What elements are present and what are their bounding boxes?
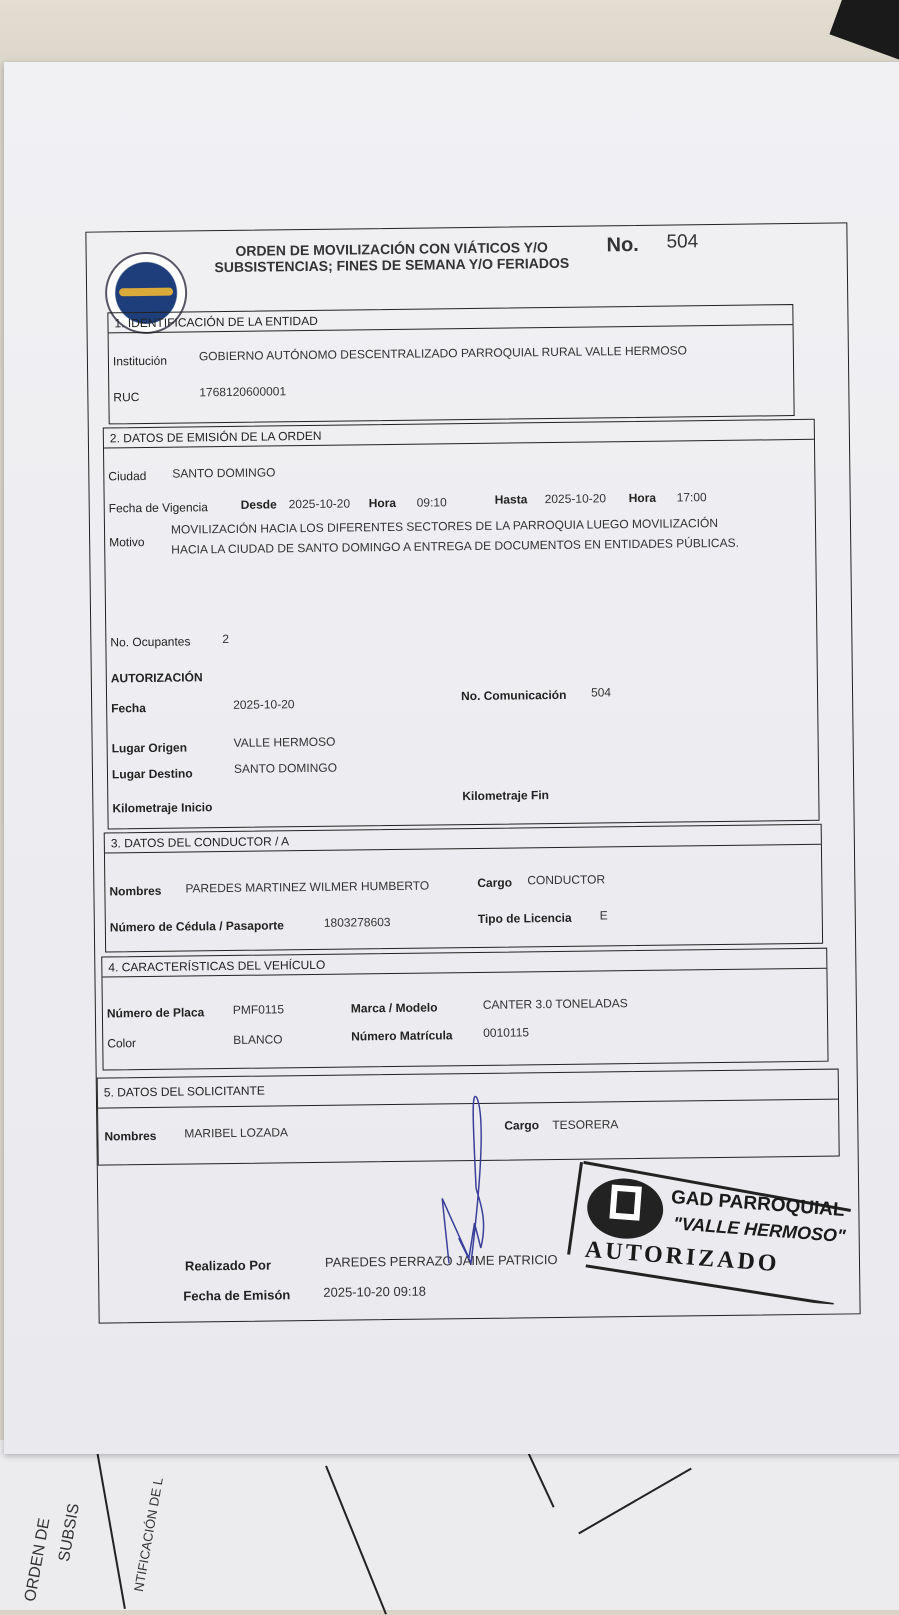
matricula-value: 0010115 [483,1025,530,1040]
km-fin-label: Kilometraje Fin [462,788,550,804]
km-inicio-label: Kilometraje Inicio [112,800,213,816]
ocupantes-value: 2 [222,631,230,647]
authorization-stamp [564,1160,858,1306]
origen-value: VALLE HERMOSO [233,734,336,750]
mobilization-order-form [85,222,860,1323]
matricula-label: Número Matrícula [351,1028,453,1044]
handwritten-signature [427,1088,509,1279]
ruc-label: RUC [113,390,140,405]
fecha-value: 2025-10-20 [233,697,295,712]
cargo-label: Cargo [504,1118,540,1133]
under-text: NTIFICACIÓN DE L [130,1476,166,1593]
hora-label: Hora [368,495,397,511]
emision-value: 2025-10-20 09:18 [323,1283,427,1300]
stamp-text: "VALLE HERMOSO" [672,1213,847,1247]
cargo-value: CONDUCTOR [527,872,606,888]
hora-hasta-value: 17:00 [676,490,707,505]
ruc-value: 1768120600001 [199,384,287,400]
vigencia-label: Fecha de Vigencia [108,500,209,516]
motivo-label: Motivo [109,534,145,550]
marca-label: Marca / Modelo [350,1000,438,1016]
cedula-value: 1803278603 [323,915,391,930]
cargo-label: Cargo [477,875,513,890]
ciudad-label: Ciudad [108,468,147,484]
hasta-label: Hasta [494,492,528,507]
desde-value: 2025-10-20 [288,496,351,512]
stamp-text: AUTORIZADO [584,1236,781,1278]
section-title: 1. IDENTIFICACIÓN DE LA ENTIDAD [108,305,792,333]
color-label: Color [107,1036,137,1051]
institucion-label: Institución [112,353,168,369]
cedula-label: Número de Cédula / Pasaporte [109,918,284,935]
autorizacion-label: AUTORIZACIÓN [110,670,203,686]
placa-value: PMF0115 [232,1002,285,1017]
section-title: 4. CARACTERÍSTICAS DEL VEHÍCULO [102,949,826,978]
underlying-page [0,1440,899,1610]
order-number: 504 [666,231,699,253]
marca-value: CANTER 3.0 TONELADAS [482,996,628,1012]
document-page [4,62,899,1454]
comunicacion-value: 504 [590,685,612,700]
cargo-value: TESORERA [552,1117,619,1133]
fecha-label: Fecha [111,700,146,716]
nombres-value: MARIBEL LOZADA [184,1125,289,1141]
origen-label: Lugar Origen [111,740,188,756]
section-driver [104,824,823,953]
section-title: 5. DATOS DEL SOLICITANTE [98,1070,838,1109]
section-title: 2. DATOS DE EMISIÓN DE LA ORDEN [104,420,814,449]
nombres-label: Nombres [109,883,162,899]
ocupantes-label: No. Ocupantes [110,634,191,650]
section-vehicle [101,948,828,1071]
desde-label: Desde [240,497,277,512]
destino-label: Lugar Destino [111,766,193,782]
realizado-label: Realizado Por [184,1257,272,1274]
institucion-value: GOBIERNO AUTÓNOMO DESCENTRALIZADO PARROQUIAL RURAL VALLE HERMOSO [198,343,688,364]
hora-desde-value: 09:10 [416,495,447,510]
under-text: SUBSIS [56,1502,83,1563]
color-value: BLANCO [233,1032,283,1047]
placa-label: Número de Placa [106,1005,205,1021]
motivo-line: HACIA LA CIUDAD DE SANTO DOMINGO A ENTREGA DE DOCUMENTOS EN ENTIDADES PÚBLICAS. [171,535,739,557]
section-entity [107,304,794,424]
nombres-value: PAREDES MARTINEZ WILMER HUMBERTO [185,878,430,896]
order-number-label: No. [606,233,639,257]
ciudad-value: SANTO DOMINGO [172,465,276,481]
section-title: 3. DATOS DEL CONDUCTOR / A [105,825,821,854]
motivo-line: MOVILIZACIÓN HACIA LOS DIFERENTES SECTORES DE LA PARROQUIA LUEGO MOVILIZACIÓN [170,515,719,537]
licencia-label: Tipo de Licencia [477,910,572,926]
form-title: ORDEN DE MOVILIZACIÓN CON VIÁTICOS Y/O SUBSISTENCIAS; FINES DE SEMANA Y/O FERIADOS [214,239,570,276]
hora-label: Hora [628,490,657,506]
destino-value: SANTO DOMINGO [233,760,338,776]
section-order [103,419,820,830]
licencia-value: E [599,908,608,923]
under-text: ORDEN DE [22,1516,54,1603]
emision-label: Fecha de Emisón [183,1287,291,1304]
nombres-label: Nombres [104,1128,157,1144]
stamp-text: GAD PARROQUIAL [670,1187,846,1222]
realizado-value: PAREDES PERRAZO JAIME PATRICIO [324,1252,558,1270]
comunicacion-label: No. Comunicación [460,687,567,704]
hasta-value: 2025-10-20 [544,491,607,507]
